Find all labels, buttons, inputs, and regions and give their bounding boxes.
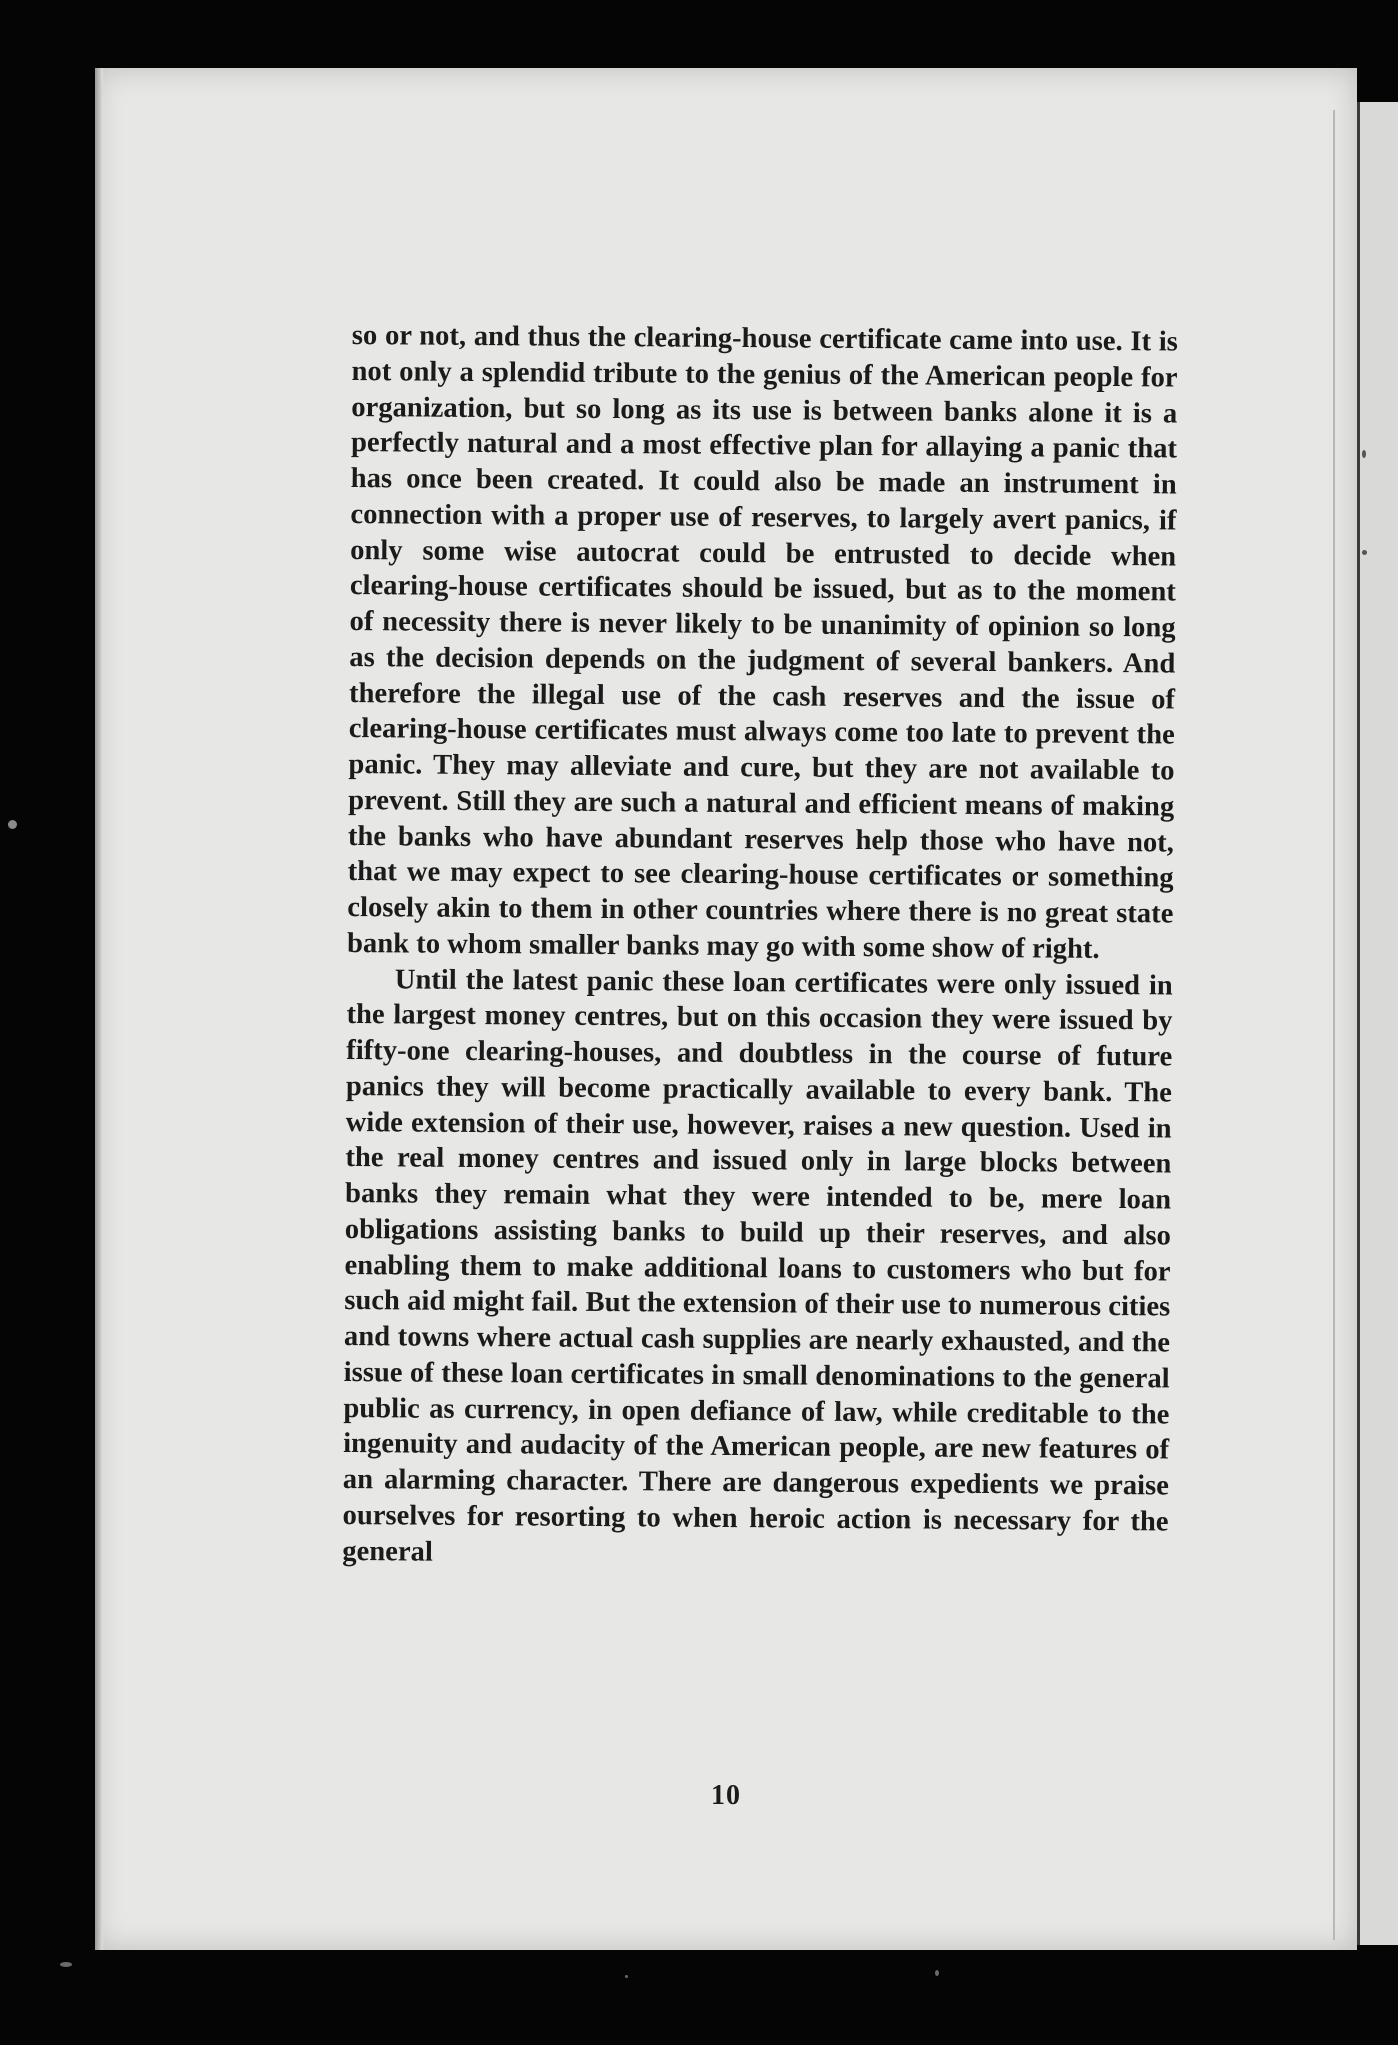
scan-speck	[625, 1975, 628, 1978]
page-left-edge	[95, 68, 103, 1950]
scan-speck	[60, 1962, 72, 1967]
scan-speck	[1362, 550, 1367, 555]
scan-speck	[8, 820, 17, 829]
gutter-line	[1333, 110, 1335, 1940]
page-number: 10	[711, 1780, 741, 1811]
paragraph-1: so or not, and thus the clearing-house certificate came into use. It is not only a splendid tribute to the genius of the American people for organization, but so long as its use is between banks alone it is a perfectly natural and a most effective plan for allaying a panic that has once been created. It could also be made an instrument in connection with a proper use of reserves, to largely avert panics, if only some wise autocrat could be entrusted to decide when clearing-house certificates should be issued, but as to the moment of necessity there is never likely to be unanimity of opinion so long as the decision depends on the judgment of several bankers. And therefore the illegal use of the cash reserves and the issue of clearing-house certificates must always come too late to prevent the panic. They may alleviate and cure, but they are not available to prevent. Still they are such a natural and efficient means of making the banks who have abundant reserves help those who have not, that we may expect to see clearing-house certificates or something closely akin to them in other countries where there is no great state bank to whom smaller banks may go with some show of right.	[346, 319, 1178, 965]
facing-page-edge	[1357, 102, 1398, 1945]
scan-speck	[1362, 450, 1366, 458]
scan-speck	[935, 1970, 939, 1976]
body-text	[342, 318, 1178, 1576]
paragraph-2: Until the latest panic these loan certificates were only issued in the largest money centres, but on this occasion they were issued by fifty-one clearing-houses, and doubtless in the course of future panics they will become practically available to every bank. The wide extension of their use, however, raises a new question. Used in the real money centres and issued only in large blocks between banks they remain what they were intended to be, mere loan obligations assisting banks to build up their reserves, and also enabling them to make additional loans to customers who but for such aid might fail. But the extension of their use to numerous cities and towns where actual cash supplies are nearly exhausted, and the issue of these loan certificates in small denominations to the general public as currency, in open defiance of law, while creditable to the ingenuity and audacity of the American people, are new features of an alarming character. There are dangerous expedients we praise ourselves for resorting to when heroic action is necessary for the general	[342, 963, 1173, 1568]
